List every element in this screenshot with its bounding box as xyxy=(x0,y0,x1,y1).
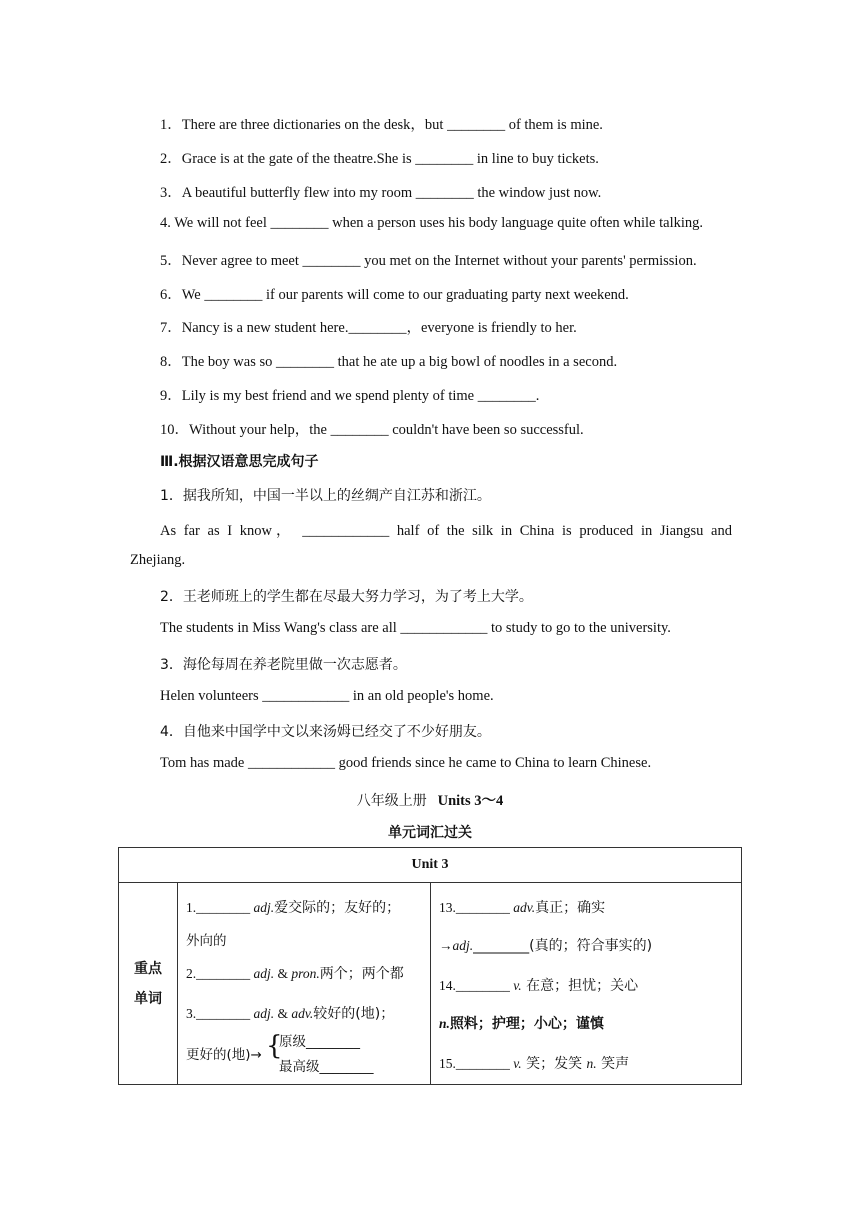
exercise-item-6: 6．We ________ if our parents will come to our graduating party next weekend. xyxy=(160,287,629,303)
vocab-item-13: 13.________ adv.真正；确实 xyxy=(439,900,606,916)
exercise-item-5: 5．Never agree to meet ________ you met on the Internet without your parents' permission. xyxy=(160,253,697,269)
question-3-chinese: 3．海伦每周在养老院里做一次志愿者。 xyxy=(160,657,407,673)
exercise-item-1: 1．There are three dictionaries on the desk，but ________ of them is mine. xyxy=(160,117,603,133)
exercise-item-2: 2．Grace is at the gate of the theatre.She is ________ in line to buy tickets. xyxy=(160,151,599,167)
question-2-chinese: 2．王老师班上的学生都在尽最大努力学习，为了考上大学。 xyxy=(160,589,533,605)
question-1-english-cont: Zhejiang. xyxy=(130,552,186,568)
exercise-item-9: 9．Lily is my best friend and we spend plenty of time ________. xyxy=(160,388,540,404)
table-header: Unit 3 xyxy=(119,848,742,883)
brace-icon: { xyxy=(266,1031,283,1061)
exercise-item-10: 10．Without your help，the ________ couldn't have been so successful. xyxy=(160,422,584,438)
vocab-item-3-cont: 更好的(地)→ xyxy=(186,1047,262,1063)
vocab-item-1: 1.________ adj.爱交际的；友好的； xyxy=(186,900,401,916)
left-column xyxy=(178,883,431,1085)
question-4-english: Tom has made ____________ good friends since he came to China to learn Chinese. xyxy=(160,755,652,771)
vocab-heading: 单元词汇过关 xyxy=(388,825,472,841)
vocab-item-14: 14.________ v. 在意；担忧；关心 xyxy=(439,978,639,994)
row-label-line-2: 单词 xyxy=(134,990,162,1007)
vocab-item-2: 2.________ adj. & pron.两个；两个都 xyxy=(186,966,404,982)
exercise-item-8: 8．The boy was so ________ that he ate up a big bowl of noodles in a second. xyxy=(160,354,618,370)
question-4-chinese: 4．自他来中国学中文以来汤姆已经交了不少好朋友。 xyxy=(160,724,491,740)
vocab-item-3: 3.________ adj. & adv.较好的(地)； xyxy=(186,1006,395,1022)
vocab-item-1-cont: 外向的 xyxy=(186,933,227,949)
vocab-table xyxy=(118,847,742,1085)
right-column xyxy=(431,883,742,1085)
vocab-item-14-cont: n.照料；护理；小心；谨慎 xyxy=(439,1016,604,1032)
section-heading: Ⅲ.根据汉语意思完成句子 xyxy=(160,454,319,470)
unit-title xyxy=(0,789,860,810)
exercise-item-7: 7．Nancy is a new student here.________，everyone is friendly to her. xyxy=(160,320,577,336)
unit-title-chinese: 八年级上册 xyxy=(356,793,427,809)
exercise-item-4: 4. We will not feel ________ when a person uses his body language quite often while talking. xyxy=(160,215,704,231)
question-1-english: As far as I know， ____________ half of the silk in China is produced in Jiangsu and xyxy=(160,523,732,539)
question-2-english: The students in Miss Wang's class are all ____________ to study to go to the university. xyxy=(160,620,671,636)
vocab-item-3-base: 原级________ xyxy=(279,1034,360,1050)
vocab-item-3-superlative: 最高级________ xyxy=(279,1059,374,1075)
question-3-english: Helen volunteers ____________ in an old people's home. xyxy=(160,688,494,704)
vocab-item-13-cont: →adj.________(真的；符合事实的) xyxy=(439,938,653,954)
row-label-line-1: 重点 xyxy=(134,960,162,977)
exercise-item-3: 3．A beautiful butterfly flew into my room ________ the window just now. xyxy=(160,185,602,201)
unit-title-english: Units 3～4 xyxy=(437,793,504,809)
vocab-item-15: 15.________ v. 笑；发笑 n. 笑声 xyxy=(439,1056,630,1072)
question-1-chinese: 1．据我所知，中国一半以上的丝绸产自江苏和浙江。 xyxy=(160,488,491,504)
row-label xyxy=(119,883,178,1085)
